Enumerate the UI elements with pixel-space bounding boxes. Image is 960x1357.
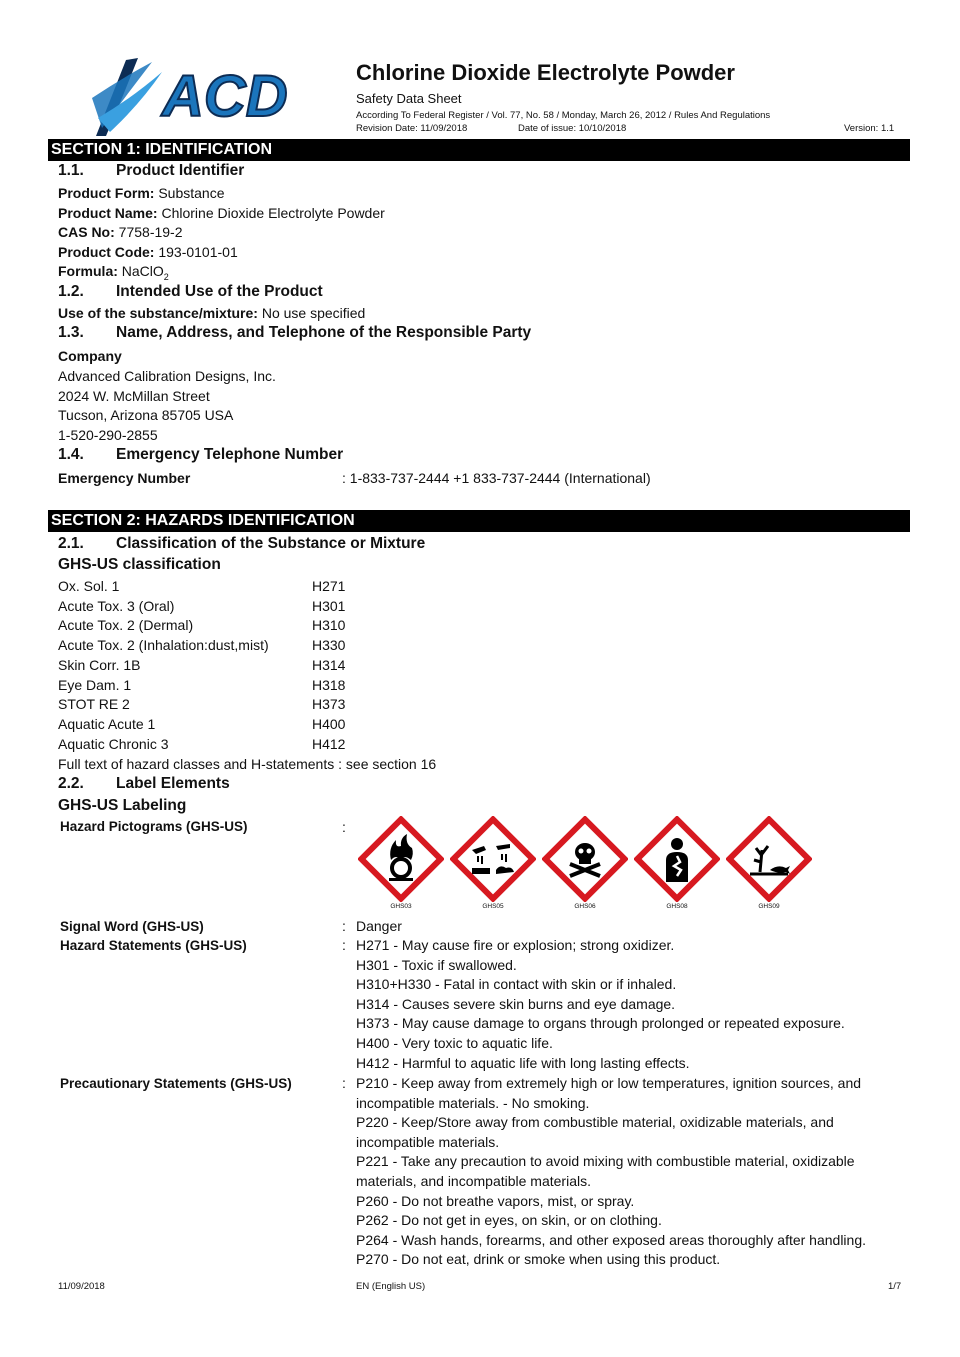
precautionary-statements-label: Precautionary Statements (GHS-US): [60, 1076, 292, 1091]
product-form: Product Form: Substance: [58, 185, 225, 201]
class-code: H318: [312, 676, 346, 693]
cas-number: CAS No: 7758-19-2: [58, 224, 183, 240]
company-city: Tucson, Arizona 85705 USA: [58, 407, 234, 423]
ghs-labeling-title: GHS-US Labeling: [58, 797, 187, 814]
precautionary-statements: [356, 1074, 866, 1270]
class-name: STOT RE 2: [58, 696, 130, 713]
acd-logo: [92, 58, 314, 136]
class-code: H314: [312, 656, 346, 673]
class-name: Acute Tox. 2 (Dermal): [58, 617, 194, 634]
footer-page: 1/7: [888, 1281, 902, 1292]
product-code: Product Code: 193-0101-01: [58, 244, 238, 260]
flame-over-circle-icon: [358, 816, 444, 902]
pictogram-code: GHS03: [390, 903, 412, 910]
precaution-line: incompatible materials.: [356, 1133, 500, 1150]
hazard-statement: H271 - May cause fire or explosion; strong oxidizer.: [356, 937, 675, 953]
full-text-note: Full text of hazard classes and H-statements : see section 16: [58, 756, 437, 772]
hazard-statement: H301 - Toxic if swallowed.: [356, 956, 517, 973]
ghs-classification-title: GHS-US classification: [58, 556, 221, 573]
pictogram-code: GHS06: [574, 903, 596, 910]
skull-crossbones-icon: [542, 816, 628, 902]
class-code: H301: [312, 597, 346, 614]
regulation-note: According To Federal Register / Vol. 77, No. 58 / Monday, March 26, 2012 / Rules And Regulations: [356, 110, 771, 121]
product-name: Product Name: Chlorine Dioxide Electrolyte Powder: [58, 205, 385, 221]
formula: Formula: NaClO$_2$: [58, 263, 169, 282]
class-code: H412: [312, 735, 346, 752]
issue-date: Date of issue: 10/10/2018: [518, 123, 627, 134]
precaution-line: P260 - Do not breathe vapors, mist, or spray.: [356, 1192, 635, 1209]
precaution-line: P262 - Do not get in eyes, on skin, or on clothing.: [356, 1212, 662, 1229]
class-name: Skin Corr. 1B: [58, 656, 141, 673]
precaution-line: P220 - Keep/Store away from combustible material, oxidizable materials, and: [356, 1114, 834, 1131]
class-name: Aquatic Acute 1: [58, 715, 156, 732]
signal-word-label: Signal Word (GHS-US): [60, 919, 204, 934]
hazard-statement: H400 - Very toxic to aquatic life.: [356, 1034, 553, 1051]
hazard-statement: H314 - Causes severe skin burns and eye damage.: [356, 995, 676, 1012]
precaution-line: P221 - Take any precaution to avoid mixing with combustible material, oxidizable: [356, 1153, 855, 1170]
document-title: Chlorine Dioxide Electrolyte Powder: [356, 60, 735, 85]
precaution-line: P270 - Do not eat, drink or smoke when using this product.: [356, 1251, 721, 1268]
footer-date: 11/09/2018: [58, 1281, 105, 1292]
signal-word-colon: :: [342, 918, 346, 934]
health-hazard-icon: [634, 816, 720, 902]
precaution-line: incompatible materials. - No smoking.: [356, 1094, 590, 1111]
company-name: Advanced Calibration Designs, Inc.: [58, 368, 276, 384]
class-name: Acute Tox. 3 (Oral): [58, 597, 175, 614]
class-name: Eye Dam. 1: [58, 676, 132, 693]
class-code: H400: [312, 715, 346, 732]
footer-language: EN (English US): [356, 1281, 426, 1292]
revision-date: Revision Date: 11/09/2018: [356, 123, 468, 134]
logo-text: ACD: [162, 64, 288, 129]
company-street: 2024 W. McMillan Street: [58, 388, 210, 404]
section-1-header: SECTION 1: IDENTIFICATION: [48, 139, 910, 161]
corrosion-icon: [450, 816, 536, 902]
version: Version: 1.1: [844, 123, 895, 134]
precautionary-statements-colon: :: [342, 1075, 346, 1091]
hazard-statement: H310+H330 - Fatal in contact with skin or if inhaled.: [356, 976, 677, 993]
precaution-line: materials, and incompatible materials.: [356, 1172, 591, 1189]
subsection-1-2: 1.2. Intended Use of the Product: [58, 283, 323, 300]
subsection-1-1: 1.1. Product Identifier: [58, 162, 245, 179]
pictogram-code: GHS08: [666, 903, 688, 910]
class-code: H271: [312, 578, 346, 594]
hazard-statement: H373 - May cause damage to organs through prolonged or repeated exposure.: [356, 1015, 845, 1032]
company-label: Company: [58, 348, 122, 364]
subsection-2-2: 2.2. Label Elements: [58, 775, 230, 792]
pictograms-colon: :: [342, 819, 346, 835]
class-code: H373: [312, 696, 346, 713]
class-code: H330: [312, 637, 346, 654]
signal-word-value: Danger: [356, 918, 402, 934]
precaution-line: P210 - Keep away from extremely high or low temperatures, ignition sources, and: [356, 1075, 862, 1091]
company-phone: 1-520-290-2855: [58, 427, 158, 443]
intended-use: Use of the substance/mixture: No use specified: [58, 305, 366, 321]
environment-icon: [726, 816, 812, 902]
precaution-line: P264 - Wash hands, forearms, and other exposed areas thoroughly after handling.: [356, 1231, 867, 1248]
hazard-statement: H412 - Harmful to aquatic life with long lasting effects.: [356, 1054, 690, 1071]
emergency-number: : 1-833-737-2444 +1 833-737-2444 (International): [342, 470, 651, 486]
class-name: Acute Tox. 2 (Inhalation:dust,mist): [58, 637, 269, 654]
class-code: H310: [312, 617, 346, 634]
section-2-header: SECTION 2: HAZARDS IDENTIFICATION: [48, 510, 910, 532]
subsection-1-3: 1.3. Name, Address, and Telephone of the Responsible Party: [58, 324, 532, 341]
hazard-statements: [356, 936, 845, 1073]
document-subtitle: Safety Data Sheet: [356, 91, 462, 106]
pictograms-label: Hazard Pictograms (GHS-US): [60, 819, 248, 834]
emergency-label: Emergency Number: [58, 470, 191, 486]
class-name: Aquatic Chronic 3: [58, 735, 169, 752]
hazard-statements-label: Hazard Statements (GHS-US): [60, 938, 247, 953]
subsection-2-1: 2.1. Classification of the Substance or Mixture: [58, 535, 426, 552]
pictogram-code: GHS05: [482, 903, 504, 910]
hazard-statements-colon: :: [342, 937, 346, 953]
pictogram-code: GHS09: [758, 903, 780, 910]
class-name: Ox. Sol. 1: [58, 578, 120, 594]
subsection-1-4: 1.4. Emergency Telephone Number: [58, 446, 344, 463]
